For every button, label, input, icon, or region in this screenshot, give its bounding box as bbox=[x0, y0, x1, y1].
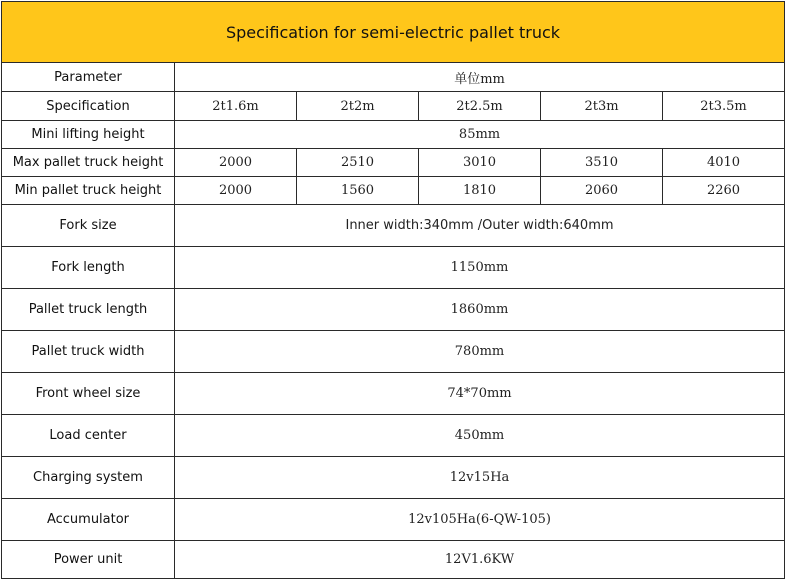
spec-cell: 2t1.6m bbox=[175, 92, 297, 121]
table-row bbox=[2, 121, 785, 149]
parameter-label: Power unit bbox=[2, 541, 175, 579]
table-row bbox=[2, 247, 785, 289]
spec-cell: 2t3.5m bbox=[663, 92, 785, 121]
value-cell: 85mm bbox=[175, 121, 785, 149]
max-height-cell: 3010 bbox=[419, 149, 541, 177]
value-cell: 1860mm bbox=[175, 289, 785, 331]
table-row bbox=[2, 331, 785, 373]
value-cell: 12V1.6KW bbox=[175, 541, 785, 579]
table-row bbox=[2, 63, 785, 92]
parameter-label: Parameter bbox=[2, 63, 175, 92]
parameter-label: Fork length bbox=[2, 247, 175, 289]
value-cell: 12v15Ha bbox=[175, 457, 785, 499]
parameter-label: Specification bbox=[2, 92, 175, 121]
spec-cell: 2t2m bbox=[297, 92, 419, 121]
table-row bbox=[2, 499, 785, 541]
table-row bbox=[2, 457, 785, 499]
parameter-label: Fork size bbox=[2, 205, 175, 247]
min-height-cell: 1560 bbox=[297, 177, 419, 205]
table-row bbox=[2, 415, 785, 457]
table-row bbox=[2, 289, 785, 331]
parameter-label: Pallet truck length bbox=[2, 289, 175, 331]
title-row bbox=[2, 2, 785, 63]
parameter-label: Load center bbox=[2, 415, 175, 457]
min-height-cell: 1810 bbox=[419, 177, 541, 205]
parameter-label: Charging system bbox=[2, 457, 175, 499]
table-title: Specification for semi-electric pallet truck bbox=[2, 2, 785, 63]
value-cell: 12v105Ha(6-QW-105) bbox=[175, 499, 785, 541]
max-height-cell: 2510 bbox=[297, 149, 419, 177]
specification-table bbox=[1, 1, 785, 579]
min-height-cell: 2000 bbox=[175, 177, 297, 205]
parameter-label: Mini lifting height bbox=[2, 121, 175, 149]
table-row bbox=[2, 177, 785, 205]
parameter-label: Max pallet truck height bbox=[2, 149, 175, 177]
table-row bbox=[2, 92, 785, 121]
table-row bbox=[2, 373, 785, 415]
parameter-label: Pallet truck width bbox=[2, 331, 175, 373]
parameter-label: Front wheel size bbox=[2, 373, 175, 415]
min-height-cell: 2260 bbox=[663, 177, 785, 205]
value-cell: 1150mm bbox=[175, 247, 785, 289]
max-height-cell: 2000 bbox=[175, 149, 297, 177]
value-cell: 450mm bbox=[175, 415, 785, 457]
value-cell: 780mm bbox=[175, 331, 785, 373]
parameter-label: Accumulator bbox=[2, 499, 175, 541]
unit-value: 单位mm bbox=[175, 63, 785, 92]
spec-cell: 2t3m bbox=[541, 92, 663, 121]
table-row bbox=[2, 149, 785, 177]
max-height-cell: 4010 bbox=[663, 149, 785, 177]
value-cell: 74*70mm bbox=[175, 373, 785, 415]
spec-cell: 2t2.5m bbox=[419, 92, 541, 121]
min-height-cell: 2060 bbox=[541, 177, 663, 205]
parameter-label: Min pallet truck height bbox=[2, 177, 175, 205]
table-row bbox=[2, 541, 785, 579]
table-row bbox=[2, 205, 785, 247]
value-cell: Inner width:340mm /Outer width:640mm bbox=[175, 205, 785, 247]
max-height-cell: 3510 bbox=[541, 149, 663, 177]
